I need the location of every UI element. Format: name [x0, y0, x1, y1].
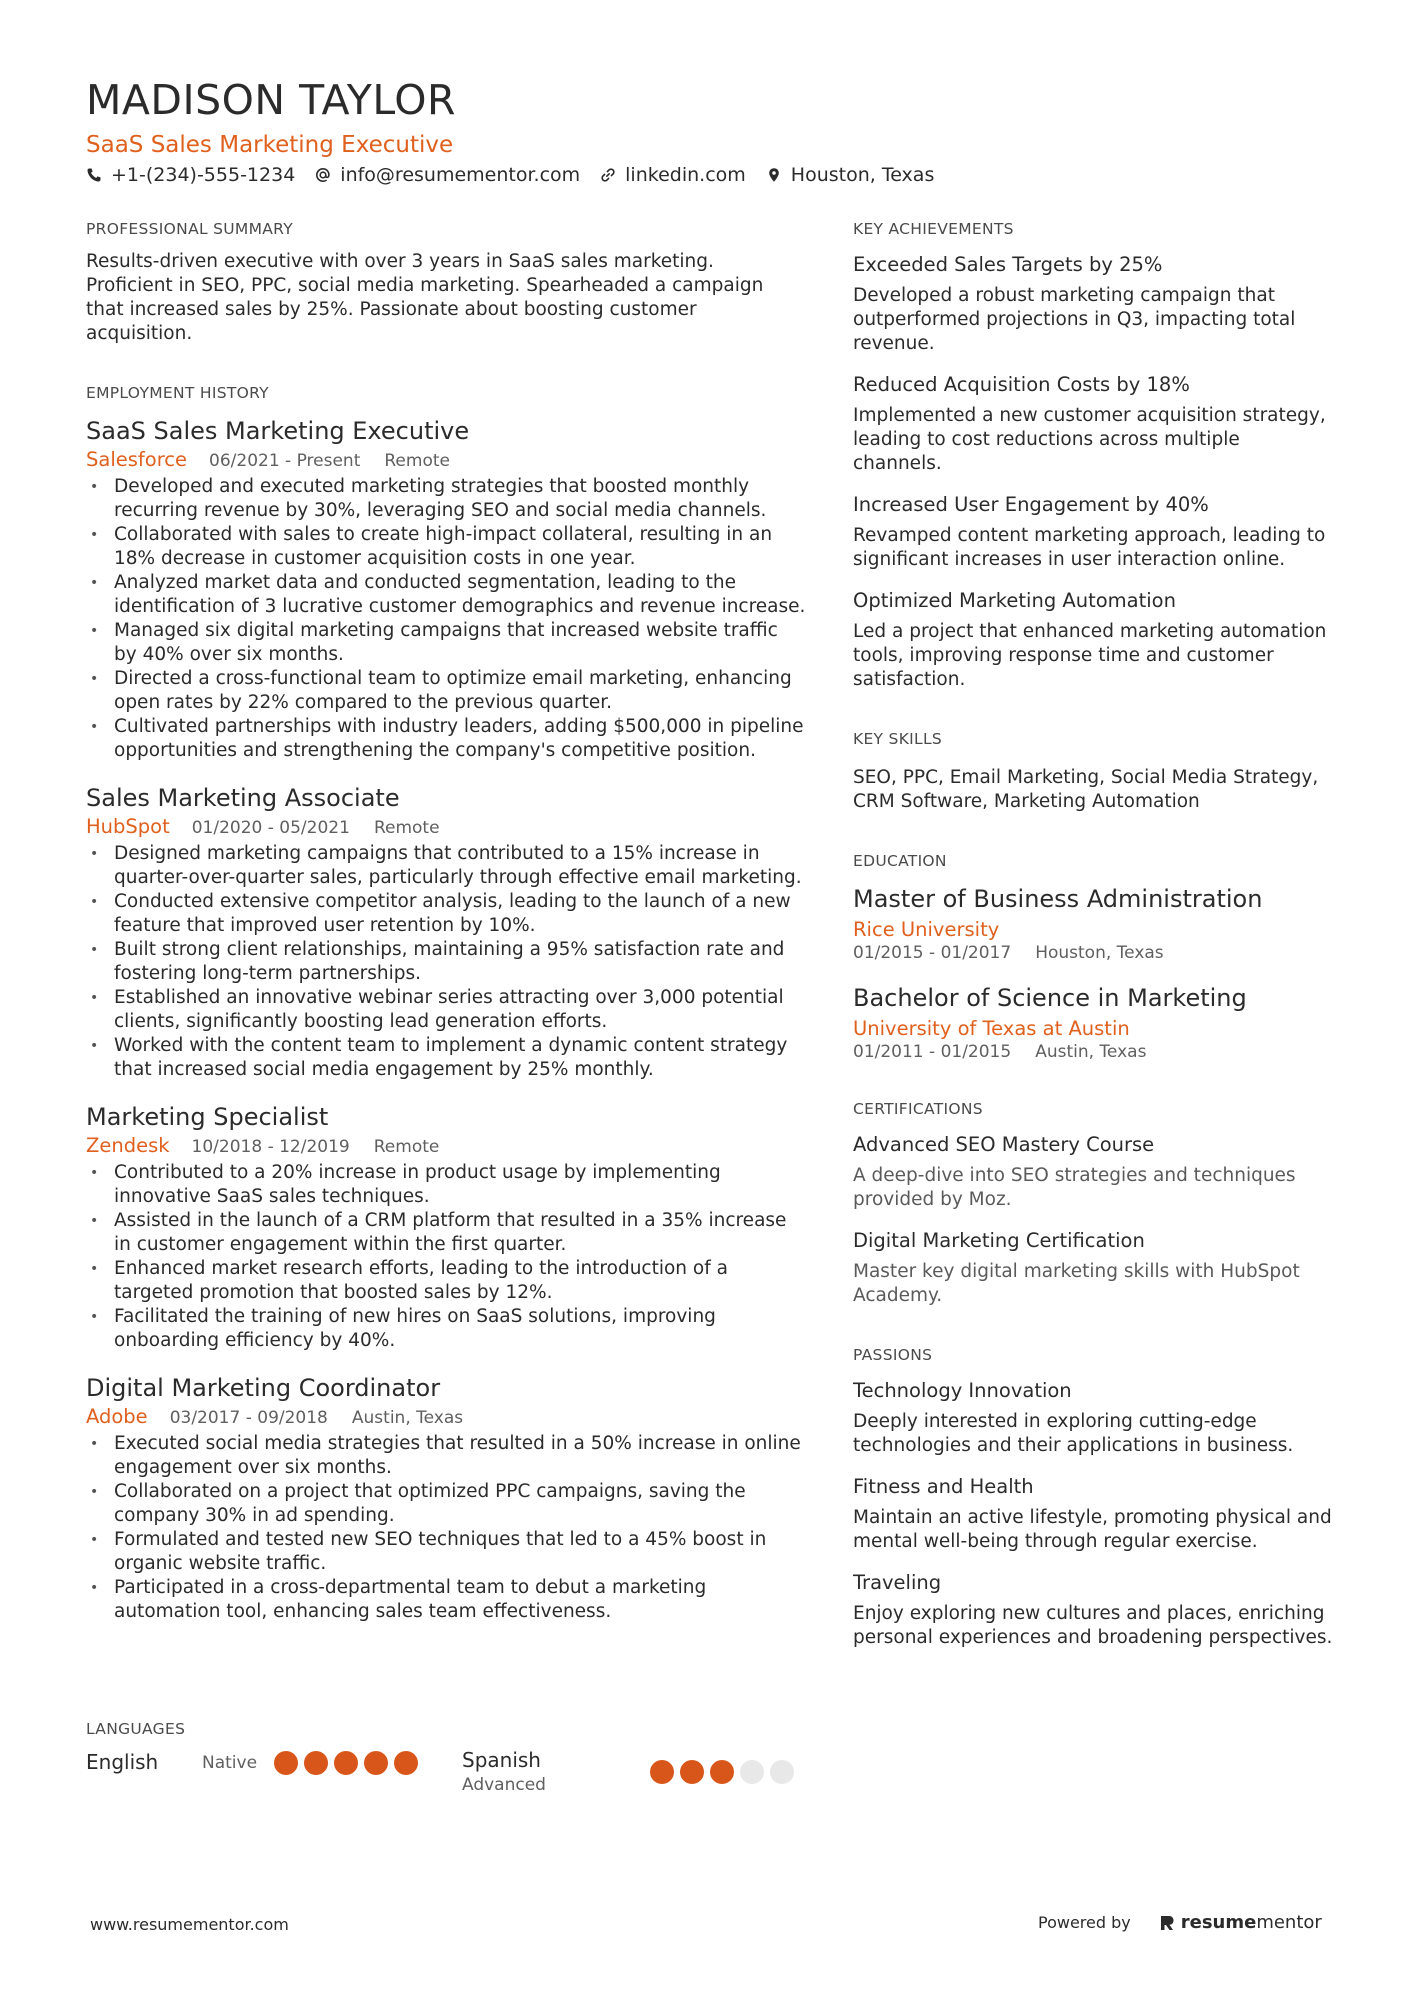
at-icon — [315, 167, 331, 183]
rating-dot-filled — [394, 1751, 418, 1775]
passion-desc: Enjoy exploring new cultures and places, enriching personal experiences and broadening perspectives. — [853, 1603, 1333, 1648]
job-bullet: • Developed and executed marketing strategies that boosted monthly recurring revenue by 30%, leveraging SEO and social media channels. — [86, 475, 806, 523]
summary-heading: PROFESSIONAL SUMMARY — [86, 220, 294, 238]
contact-email[interactable] — [315, 164, 580, 186]
job-bullet: • Formulated and tested new SEO techniques that led to a 45% boost in organic website traffic. — [86, 1528, 806, 1576]
job-bullet: • Directed a cross-functional team to optimize email marketing, enhancing open rates by 22% compared to the previous quarter. — [86, 667, 806, 715]
rating-dot-filled — [274, 1751, 298, 1775]
job-location: Remote — [373, 818, 440, 838]
job-bullet: • Executed social media strategies that resulted in a 50% increase in online engagement over six months. — [86, 1432, 806, 1480]
job-bullet: • Participated in a cross-departmental team to debut a marketing automation tool, enhancing sales team effectiveness. — [86, 1576, 806, 1624]
job-dates: 06/2021 - Present — [209, 451, 361, 471]
powered-by-label: Powered by — [1038, 1913, 1131, 1932]
location-pin-icon — [766, 167, 782, 183]
education-item — [853, 983, 1333, 1062]
job-entry — [86, 783, 806, 1082]
achievement-desc: Led a project that enhanced marketing automation tools, improving response time and customer satisfaction. — [853, 621, 1327, 690]
job-dates: 03/2017 - 09/2018 — [169, 1408, 328, 1428]
language-level: Native — [202, 1753, 258, 1773]
job-meta — [86, 448, 806, 471]
job-bullet: • Cultivated partnerships with industry leaders, adding $500,000 in pipeline opportunities and strengthening the company's competitive position. — [86, 715, 806, 763]
contact-phone[interactable] — [86, 164, 295, 186]
rating-dot-empty — [770, 1760, 794, 1784]
skills-heading: KEY SKILLS — [853, 730, 943, 748]
job-company: Adobe — [86, 1405, 148, 1428]
education-location: Houston, Texas — [1035, 943, 1164, 963]
education-school: University of Texas at Austin — [853, 1017, 1130, 1040]
achievement-desc: Revamped content marketing approach, leading to significant increases in user interaction online. — [853, 525, 1326, 570]
job-meta — [86, 815, 806, 838]
contact-email-text: info@resumementor.com — [340, 164, 581, 186]
job-location: Remote — [384, 451, 450, 471]
job-bullet: • Worked with the content team to implement a dynamic content strategy that increased social media engagement by 25% monthly. — [86, 1034, 806, 1082]
job-bullet: • Collaborated on a project that optimized PPC campaigns, saving the company 30% in ad spending. — [86, 1480, 806, 1528]
job-bullets — [86, 1432, 806, 1624]
achievement-item — [853, 252, 1333, 356]
job-bullets — [86, 1161, 806, 1353]
certifications-heading: CERTIFICATIONS — [853, 1100, 983, 1118]
right-column — [853, 220, 1333, 1650]
passion-item — [853, 1474, 1333, 1554]
rating-dot-filled — [710, 1760, 734, 1784]
job-bullet: • Enhanced market research efforts, leading to the introduction of a targeted promotion that boosted sales by 12%. — [86, 1257, 806, 1305]
job-bullets — [86, 842, 806, 1082]
achievement-desc: Implemented a new customer acquisition strategy, leading to cost reductions across multiple channels. — [853, 405, 1326, 474]
passions-heading: PASSIONS — [853, 1346, 933, 1364]
job-title: Sales Marketing Associate — [86, 784, 400, 812]
job-location: Austin, Texas — [351, 1408, 464, 1428]
contact-phone-text: +1-(234)-555-1234 — [111, 164, 296, 186]
job-title: Digital Marketing Coordinator — [86, 1374, 441, 1402]
job-entry — [86, 416, 806, 763]
job-company: Zendesk — [86, 1134, 170, 1157]
job-bullet: • Analyzed market data and conducted segmentation, leading to the identification of 3 lucrative customer demographics and revenue increase. — [86, 571, 806, 619]
languages-heading: LANGUAGES — [86, 1720, 186, 1738]
contact-bar — [86, 164, 954, 186]
job-meta — [86, 1405, 806, 1428]
passion-title: Fitness and Health — [853, 1475, 1034, 1498]
rating-dot-filled — [364, 1751, 388, 1775]
footer-branding — [1038, 1912, 1322, 1933]
passion-item — [853, 1570, 1333, 1650]
rating-dot-filled — [680, 1760, 704, 1784]
education-dates: 01/2011 - 01/2015 — [853, 1042, 1012, 1062]
job-entry — [86, 1373, 806, 1624]
job-bullet: • Established an innovative webinar series attracting over 3,000 potential clients, significantly boosting lead generation efforts. — [86, 986, 806, 1034]
passion-title: Traveling — [853, 1571, 942, 1594]
employment-heading: EMPLOYMENT HISTORY — [86, 384, 269, 402]
job-meta — [86, 1134, 806, 1157]
brand-name-rest: mentor — [1256, 1912, 1322, 1933]
certification-desc: Master key digital marketing skills with HubSpot Academy. — [853, 1261, 1300, 1306]
certification-title: Advanced SEO Mastery Course — [853, 1133, 1155, 1156]
job-dates: 10/2018 - 12/2019 — [191, 1137, 350, 1157]
passion-desc: Deeply interested in exploring cutting-edge technologies and their applications in business. — [853, 1411, 1294, 1456]
contact-linkedin-text: linkedin.com — [625, 164, 746, 186]
footer-website-link[interactable]: www.resumementor.com — [90, 1915, 289, 1934]
achievement-title: Reduced Acquisition Costs by 18% — [853, 373, 1190, 396]
education-meta — [853, 1042, 1333, 1062]
job-dates: 01/2020 - 05/2021 — [191, 818, 350, 838]
passion-desc: Maintain an active lifestyle, promoting physical and mental well-being through regular exercise. — [853, 1507, 1332, 1552]
achievement-item — [853, 492, 1333, 572]
education-dates: 01/2015 - 01/2017 — [853, 943, 1012, 963]
job-location: Remote — [373, 1137, 440, 1157]
link-icon — [600, 167, 616, 183]
job-title: Marketing Specialist — [86, 1103, 329, 1131]
job-bullet: • Built strong client relationships, maintaining a 95% satisfaction rate and fostering long-term partnerships. — [86, 938, 806, 986]
job-bullet: • Assisted in the launch of a CRM platform that resulted in a 35% increase in customer engagement within the first quarter. — [86, 1209, 806, 1257]
job-bullet: • Conducted extensive competitor analysis, leading to the launch of a new feature that improved user retention by 10%. — [86, 890, 806, 938]
education-location: Austin, Texas — [1035, 1042, 1147, 1062]
rating-dot-filled — [304, 1751, 328, 1775]
contact-linkedin[interactable] — [600, 164, 746, 186]
candidate-name: MADISON TAYLOR — [86, 76, 456, 124]
contact-location-text: Houston, Texas — [790, 164, 935, 186]
brand-logo[interactable] — [1159, 1912, 1322, 1933]
education-degree: Bachelor of Science in Marketing — [853, 984, 1247, 1012]
achievement-title: Exceeded Sales Targets by 25% — [853, 253, 1163, 276]
education-degree: Master of Business Administration — [853, 885, 1263, 913]
job-bullet: • Managed six digital marketing campaigns that increased website traffic by 40% over six months. — [86, 619, 806, 667]
job-bullet: • Designed marketing campaigns that contributed to a 15% increase in quarter-over-quarter sales, particularly through effective email marketing. — [86, 842, 806, 890]
achievement-desc: Developed a robust marketing campaign that outperformed projections in Q3, impacting total revenue. — [853, 285, 1296, 354]
achievement-item — [853, 372, 1333, 476]
job-bullet: • Collaborated with sales to create high-impact collateral, resulting in an 18% decrease in customer acquisition costs in one year. — [86, 523, 806, 571]
job-company: HubSpot — [86, 815, 170, 838]
achievement-item — [853, 588, 1333, 692]
language-rating — [650, 1760, 800, 1784]
achievement-title: Optimized Marketing Automation — [853, 589, 1176, 612]
summary-text: Results-driven executive with over 3 years in SaaS sales marketing. Proficient in SEO, PPC, social media marketing. Spearheaded a campaign that increased sales by 25%. Passionate about boosting customer acquisition. — [86, 251, 764, 344]
education-school: Rice University — [853, 918, 1000, 941]
rating-dot-filled — [650, 1760, 674, 1784]
job-bullet: • Facilitated the training of new hires on SaaS solutions, improving onboarding efficiency by 40%. — [86, 1305, 806, 1353]
language-level: Advanced — [462, 1775, 546, 1795]
job-bullets — [86, 475, 806, 763]
education-meta — [853, 943, 1333, 963]
certification-desc: A deep-dive into SEO strategies and techniques provided by Moz. — [853, 1165, 1296, 1210]
left-column — [86, 220, 806, 1624]
rating-dot-empty — [740, 1760, 764, 1784]
certification-item — [853, 1132, 1333, 1212]
brand-name-bold: resume — [1180, 1912, 1257, 1933]
job-bullet: • Contributed to a 20% increase in product usage by implementing innovative SaaS sales techniques. — [86, 1161, 806, 1209]
language-rating — [274, 1751, 424, 1775]
language-name: Spanish — [462, 1748, 541, 1772]
achievements-heading: KEY ACHIEVEMENTS — [853, 220, 1014, 238]
phone-icon — [86, 167, 102, 183]
certification-item — [853, 1228, 1333, 1308]
education-heading: EDUCATION — [853, 852, 947, 870]
education-item — [853, 884, 1333, 963]
languages-row — [86, 1748, 806, 1808]
candidate-role: SaaS Sales Marketing Executive — [86, 132, 454, 158]
job-company: Salesforce — [86, 448, 188, 471]
contact-location — [766, 164, 935, 186]
passion-title: Technology Innovation — [853, 1379, 1072, 1402]
rating-dot-filled — [334, 1751, 358, 1775]
certification-title: Digital Marketing Certification — [853, 1229, 1145, 1252]
achievement-title: Increased User Engagement by 40% — [853, 493, 1209, 516]
language-name: English — [86, 1750, 159, 1774]
job-entry — [86, 1102, 806, 1353]
passion-item — [853, 1378, 1333, 1458]
skills-text: SEO, PPC, Email Marketing, Social Media Strategy, CRM Software, Marketing Automation — [853, 767, 1319, 812]
resumementor-logo-icon — [1159, 1914, 1175, 1932]
job-title: SaaS Sales Marketing Executive — [86, 417, 470, 445]
